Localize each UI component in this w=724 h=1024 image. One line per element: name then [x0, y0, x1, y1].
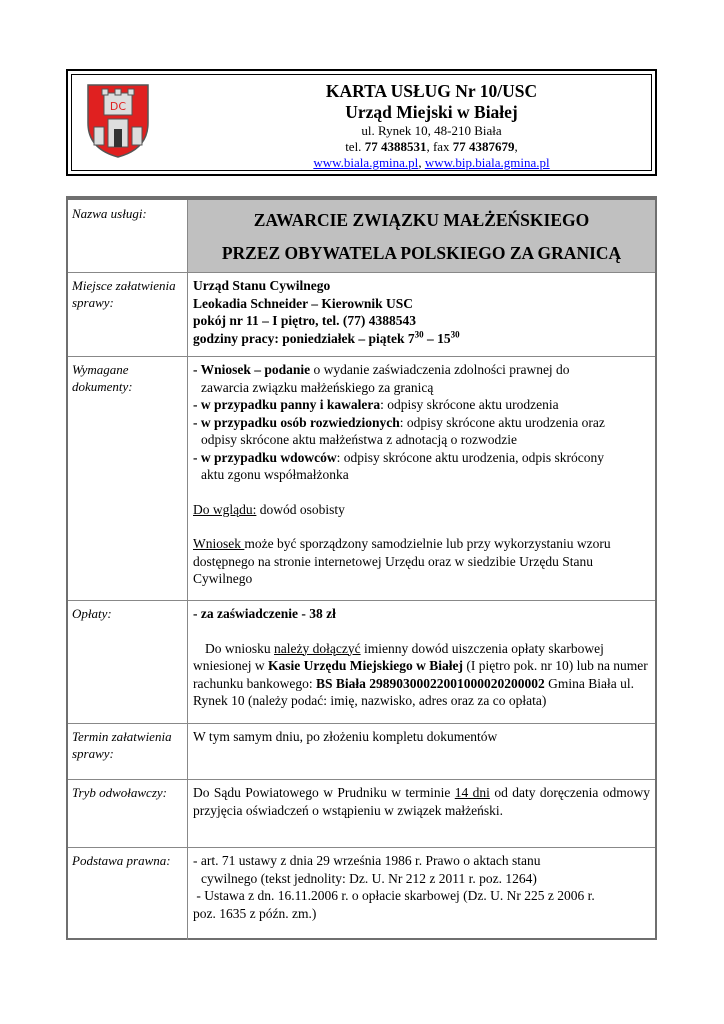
phone-prefix: tel. — [345, 139, 365, 154]
place-hours — [193, 330, 650, 348]
header-text — [212, 81, 651, 171]
label-documents: Wymagane dokumenty: — [68, 356, 188, 600]
label-legal: Podstawa prawna: — [68, 847, 188, 940]
doc-view-text: dowód osobisty — [256, 501, 345, 517]
fee-info-d: Kasie Urzędu Miejskiego w Białej — [268, 658, 463, 673]
website-link[interactable]: www.biala.gmina.pl — [313, 155, 419, 170]
doc-divorced-text: : odpisy skrócone aktu urodzenia oraz — [399, 414, 605, 430]
doc-form-text: może być sporządzony samodzielnie lub przy wykorzystaniu wzoru dostępnego na stronie internetowej Urzędu oraz w siedzibie Urzędu Stanu Cywilnego — [193, 536, 611, 586]
header-inner — [71, 74, 652, 171]
doc-divorced — [193, 414, 650, 432]
hours-text: godziny pracy: poniedziałek – piątek 7 — [193, 330, 415, 346]
header-box — [66, 69, 657, 176]
doc-divorced-bold: - w przypadku osób rozwiedzionych — [193, 414, 400, 430]
service-title-line2: PRZEZ OBYWATELA POLSKIEGO ZA GRANICĄ — [221, 243, 622, 263]
legal-content — [188, 847, 655, 940]
row-documents — [68, 356, 655, 601]
coat-of-arms-icon — [86, 83, 150, 159]
label-term: Termin załatwienia sprawy: — [68, 723, 188, 779]
doc-widowed-bold: - w przypadku wdowców — [193, 449, 337, 465]
phone-number: 77 4388531 — [364, 139, 427, 154]
place-room: pokój nr 11 – I piętro, tel. (77) 4388543 — [193, 313, 417, 328]
label-appeal: Tryb odwoławczy: — [68, 779, 188, 847]
term-content: W tym samym dniu, po złożeniu kompletu dokumentów — [193, 729, 498, 744]
office-address: ul. Rynek 10, 48-210 Biała — [361, 123, 502, 138]
fee-payment-info — [193, 640, 650, 710]
label-fees: Opłaty: — [68, 600, 188, 723]
doc-divorced-cont: odpisy skrócone aktu małżeństwa z adnotacją o rozwodzie — [201, 432, 518, 447]
row-legal — [68, 847, 655, 940]
doc-form-label: Wniosek — [193, 536, 245, 551]
doc-widowed — [193, 449, 650, 467]
doc-view — [193, 501, 650, 519]
doc-single-bold: - w przypadku panny i kawalera — [193, 397, 381, 412]
office-name: Urząd Miejski w Białej — [345, 102, 518, 122]
fee-info-e: (I piętro pok. nr 10) lub na numer rachunku bankowego: — [193, 658, 648, 691]
label-place: Miejsce załatwienia sprawy: — [68, 272, 188, 356]
service-table — [66, 196, 657, 940]
bip-link[interactable]: www.bip.biala.gmina.pl — [424, 155, 550, 170]
fee-info-g: Gmina Biała ul. Rynek 10 (należy podać: imię, nazwisko, adres oraz za co opłata) — [193, 675, 634, 708]
fee-info-c: imienny dowód uiszczenia opłaty skarbowej wniesionej w — [193, 640, 604, 673]
hours-start-min: 30 — [414, 329, 424, 339]
svg-text:DC: DC — [109, 100, 127, 113]
doc-form-note — [193, 535, 650, 588]
legal-line3: - Ustawa z dn. 16.11.2006 r. o opłacie skarbowej (Dz. U. Nr 225 z 2006 r. — [193, 888, 595, 903]
fees-content — [188, 600, 655, 723]
label-service-name: Nazwa usługi: — [68, 200, 188, 272]
appeal-c: od daty doręczenia odmowy przyjęcia oświadczeń o wstąpieniu w związek małżeński. — [193, 785, 650, 818]
doc-application-bold: - Wniosek – podanie — [193, 362, 311, 377]
doc-widowed-text: : odpisy skrócone aktu urodzenia, odpis skrócony — [336, 449, 604, 465]
documents-content — [188, 356, 655, 600]
hours-end-min: 30 — [450, 329, 460, 339]
hours-end: – 15 — [423, 330, 451, 346]
service-title-line1: ZAWARCIE ZWIĄZKU MAŁŻEŃSKIEGO — [253, 210, 590, 230]
office-links — [212, 155, 651, 171]
doc-view-label: Do wglądu: — [193, 501, 257, 517]
place-content — [188, 272, 655, 356]
place-office: Urząd Stanu Cywilnego — [193, 278, 331, 293]
fax-suffix: , — [514, 139, 518, 154]
legal-line2: cywilnego (tekst jednolity: Dz. U. Nr 212 z 2011 r. poz. 1264) — [201, 870, 537, 886]
fax-number: 77 4387679 — [452, 139, 515, 154]
row-service-name — [68, 200, 655, 273]
card-title: KARTA USŁUG Nr 10/USC — [325, 81, 538, 101]
doc-widowed-cont: aktu zgonu współmałżonka — [201, 467, 349, 482]
doc-single — [193, 396, 650, 414]
place-manager: Leokadia Schneider – Kierownik USC — [193, 295, 414, 311]
doc-application-cont: zawarcia związku małżeńskiego za granicą — [201, 379, 434, 395]
fee-info-b: należy dołączyć — [274, 640, 361, 656]
row-fees — [68, 600, 655, 724]
doc-application — [193, 361, 650, 379]
row-appeal — [68, 779, 655, 848]
doc-application-text: o wydanie zaświadczenia zdolności prawnej do — [310, 362, 570, 377]
link-separator: , — [418, 155, 425, 170]
appeal-content — [188, 779, 655, 847]
legal-line4: poz. 1635 z późn. zm.) — [193, 905, 317, 921]
fee-bank-account: BS Biała 29890300022001000020200002 — [315, 675, 545, 691]
fax-prefix: , fax — [426, 139, 453, 154]
office-contacts — [212, 139, 651, 155]
service-title — [188, 200, 655, 272]
fee-info-a: Do wniosku — [205, 640, 275, 656]
row-term — [68, 723, 655, 780]
fee-amount: - za zaświadczenie - 38 zł — [193, 606, 336, 621]
legal-line1: - art. 71 ustawy z dnia 29 września 1986 r. Prawo o aktach stanu — [193, 853, 541, 868]
row-place — [68, 272, 655, 357]
appeal-days: 14 dni — [454, 785, 490, 800]
appeal-a: Do Sądu Powiatowego w Prudniku w terminie — [193, 785, 455, 800]
doc-single-text: : odpisy skrócone aktu urodzenia — [380, 397, 559, 412]
